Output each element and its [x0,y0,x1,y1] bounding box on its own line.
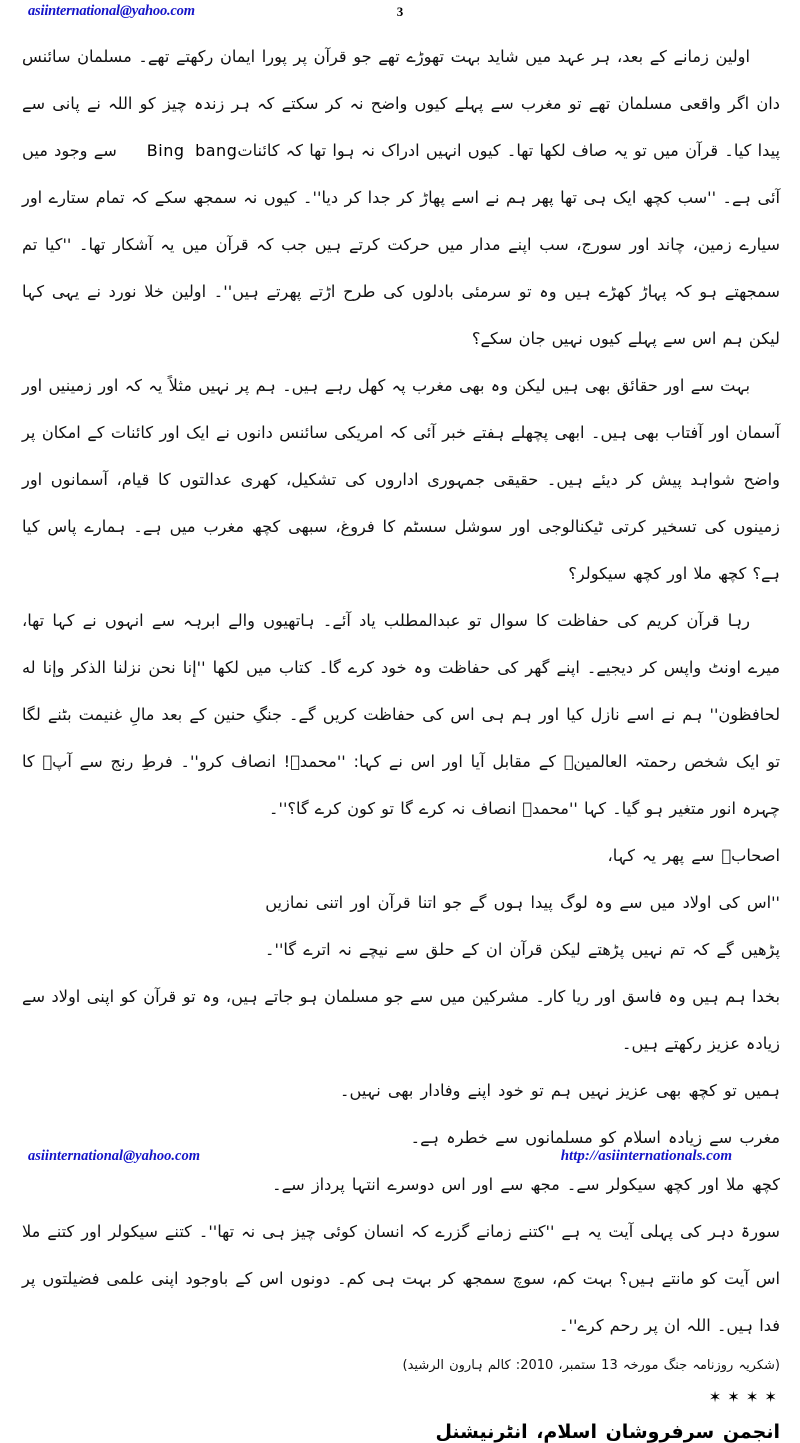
footer-website-url[interactable]: http://asiinternationals.com [560,1148,732,1164]
header-email-address[interactable]: asiinternational@yahoo.com [28,3,195,19]
ornament-star-icon: ✶ [745,1388,759,1406]
source-citation [22,1353,780,1379]
citation-prefix: (شکریہ روزنامہ جنگ مورخہ [617,1358,780,1373]
footer-email-address[interactable]: asiinternational@yahoo.com [28,1148,200,1164]
citation-month: ستمبر، [553,1358,602,1373]
organization-name: انجمن سرفروشان اسلام، انٹرنیشنل [435,1421,780,1443]
page-number: 3 [396,4,404,19]
ornament-star-icon: ✶ [727,1388,740,1406]
post-paragraph-2: ہمیں تو کچھ بھی عزیز نہیں ہم تو خود اپنے وفادار بھی نہیں۔ [340,1081,780,1100]
paragraph-1-text-after: سے وجود میں آئی ہے۔ ''سب کچھ ایک ہی تھا پھر ہم نے اسے پھاڑ کر جدا کر دیا''۔ کیوں نہ سمجھ سکے کہ تمام ستارے اور سیارے زمین، چاند اور سورج، سب اپنے مدار میں حرکت کرتے ہیں جب کہ قرآن میں یہ آشکار تھا۔ ''کیا تم سمجھتے ہو کہ پہاڑ کھڑے ہیں وہ تو سرمئی بادلوں کی طرح اڑتے پھرتے ہیں''۔ اولین خلا نورد نے یہی کہا لیکن ہم اس سے پہلے کیوں نہیں جان سکے؟ [22,141,780,348]
paragraph-3: رہا قرآن کریم کی حفاظت کا سوال تو عبدالمطلب یاد آئے۔ ہاتھیوں والے ابرہہ سے انہوں نے کہا تھا، میرے اونٹ واپس کر دیجیے۔ اپنے گھر کی حفاظت وہ خود کرے گا۔ کتاب میں لکھا ''إنا نحن نزلنا الذكر وإنا له لحافظون'' ہم نے اسے نازل کیا اور ہم ہی اس کی حفاظت کریں گے۔ جنگِ حنین کے بعد مالِ غنیمت بٹنے لگا تو ایک شخص رحمتہ العالمینؐ کے مقابل آیا اور اس نے کہا: ''محمدؐ! انصاف کرو''۔ فرطِ رنج سے آپؐ کا چہرہ انور متغیر ہو گیا۔ کہا ''محمدؐ انصاف نہ کرے گا تو کون کرے گا؟''۔ [22,611,780,818]
inline-latin-bing-bang: Bing bang [146,141,238,160]
ornament-divider [22,1389,780,1407]
quoted-hadith-line-2: پڑھیں گے کہ تم نہیں پڑھتے لیکن قرآن ان کے حلق سے نیچے نہ اترے گا''۔ [265,940,780,959]
post-paragraph-4: کچھ ملا اور کچھ سیکولر سے۔ مجھ سے اور اس دوسرے انتہا پرداز سے۔ [272,1175,780,1194]
paragraph-1 [22,33,780,362]
ornament-star-icon: ✶ [708,1388,722,1406]
ornament-star-icon: ✶ [764,1388,777,1406]
citation-day: 13 [601,1358,618,1373]
post-paragraph-3: مغرب سے زیادہ اسلام کو مسلمانوں سے خطرہ ہے۔ [410,1128,780,1147]
companions-intro-line: اصحابؓ سے پھر یہ کہا، [607,846,780,865]
quoted-hadith-line-1: ''اس کی اولاد میں سے وہ لوگ پیدا ہوں گے جو اتنا قرآن اور اتنی نمازیں [265,893,780,912]
final-paragraph: سورۃ دہر کی پہلی آیت یہ ہے ''کتنے زمانے گزرے کہ انسان کوئی چیز ہی نہ تھا''۔ کتنے سیکولر اور کتنے ملا اس آیت کو مانتے ہیں؟ بہت کم، سوچ سمجھ کر بہت ہی کم۔ دونوں اس کے باوجود اپنی علمی فضیلتوں پر فدا ہیں۔ اللہ ان پر رحم کرے''۔ [22,1222,780,1335]
quoted-hadith-block [22,879,780,973]
post-paragraph-1: بخدا ہم ہیں وہ فاسق اور ریا کار۔ مشرکین میں سے جو مسلمان ہو جاتے ہیں، وہ تو قرآن کو اپنی اولاد سے زیادہ عزیز رکھتے ہیں۔ [22,987,780,1053]
citation-year: 2010 [520,1358,554,1373]
page-footer [0,1148,800,1172]
page-header [0,0,800,30]
citation-suffix: : کالم ہارون الرشید) [402,1358,521,1373]
paragraph-2: بہت سے اور حقائق بھی ہیں لیکن وہ بھی مغرب پہ کھل رہے ہیں۔ ہم پر نہیں مثلاً یہ کہ اور زمینیں اور آسمان اور آفتاب بھی ہیں۔ ابھی پچھلے ہفتے خبر آئی کہ امریکی سائنس دانوں نے ایک اور کائنات کے امکان پر واضح شواہد پیش کر دیئے ہیں۔ حقیقی جمہوری اداروں کی تشکیل، کھری عدالتوں کا قیام، آسمانوں اور زمینوں کی تسخیر کرتی ٹیکنالوجی اور سوشل سسٹم کا فروغ، سبھی کچھ مغرب میں ہے۔ ہمارے پاس کیا ہے؟ کچھ ملا اور کچھ سیکولر؟ [22,376,780,583]
paragraph-1-text-before: اولین زمانے کے بعد، ہر عہد میں شاید بہت تھوڑے تھے جو قرآن پر پورا ایمان رکھتے تھے۔ مسلمان سائنس دان اگر واقعی مسلمان تھے تو مغرب سے پہلے کیوں واضح نہ کر سکتے کہ ہر زندہ چیز کو اللہ نے پانی سے پیدا کیا۔ قرآن میں تو یہ صاف لکھا تھا۔ کیوں انہیں ادراک نہ ہوا تھا کہ کائنات [22,47,780,160]
